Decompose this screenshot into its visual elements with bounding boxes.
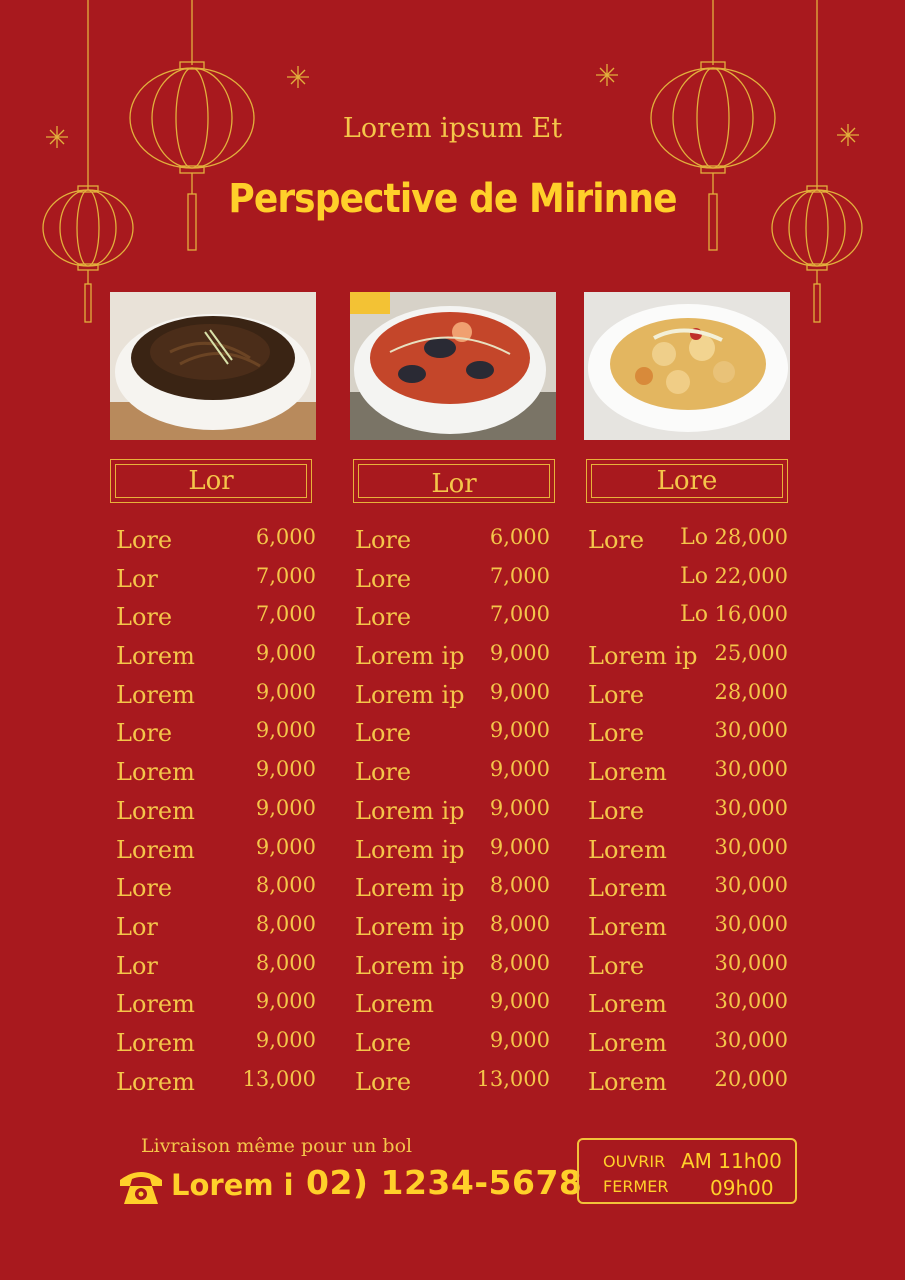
menu-item-row: [355, 599, 550, 638]
phone-number[interactable]: 02) 1234-5678: [306, 1163, 583, 1202]
menu-item-row: [355, 561, 550, 600]
menu-item-name: Lore: [588, 951, 645, 980]
lantern-decoration: [0, 0, 905, 330]
menu-item-name: Lore: [116, 874, 173, 903]
menu-item-row: [588, 522, 788, 561]
menu-item-name: Lore: [355, 719, 412, 748]
menu-item-name: Lore: [588, 680, 645, 709]
menu-item-row: [355, 715, 550, 754]
menu-item-row: [355, 986, 550, 1025]
menu-item-row: [355, 638, 550, 677]
menu-item-row: [588, 1064, 788, 1103]
menu-item-row: [588, 561, 788, 600]
lantern-icon: [43, 0, 133, 322]
category-header-3: [586, 459, 788, 503]
menu-item-row: [588, 638, 788, 677]
menu-item-price: 7,000: [255, 602, 316, 627]
menu-item-price: 9,000: [255, 757, 316, 782]
telephone-icon: [118, 1166, 164, 1206]
menu-item-price: 20,000: [714, 1066, 788, 1091]
menu-item-price: 7,000: [489, 563, 550, 588]
menu-item-row: [355, 522, 550, 561]
dish-photo-noodles: [110, 292, 316, 440]
menu-item-name: Lore: [355, 526, 412, 554]
delivery-note: Livraison même pour un bol: [141, 1135, 413, 1157]
category-label: Lor: [188, 466, 234, 496]
menu-item-name: Lorem: [588, 835, 667, 864]
menu-item-price: 9,000: [255, 834, 316, 859]
menu-item-note: Lo: [680, 602, 708, 628]
menu-item-name: Lorem ip: [588, 642, 698, 671]
menu-item-row: [116, 677, 316, 716]
menu-item-name: Lorem: [588, 758, 667, 787]
menu-item-row: [116, 948, 316, 987]
menu-item-name: Lorem: [588, 1028, 667, 1057]
menu-item-price: 9,000: [255, 795, 316, 820]
menu-item-name: Lorem ip: [355, 835, 465, 864]
menu-item-row: [116, 832, 316, 871]
menu-item-row: [116, 1064, 316, 1103]
menu-item-price: 9,000: [255, 641, 316, 666]
menu-item-name: Lore: [355, 1067, 412, 1096]
category-label: Lore: [656, 466, 718, 496]
menu-item-price: 28,000: [714, 679, 788, 704]
menu-item-price: 30,000: [714, 757, 788, 782]
menu-item-row: [588, 793, 788, 832]
menu-item-row: [116, 561, 316, 600]
menu-item-row: [588, 599, 788, 638]
menu-item-price: 9,000: [489, 679, 550, 704]
open-label: OUVRIR: [603, 1152, 666, 1171]
menu-item-price: 30,000: [714, 834, 788, 859]
menu-title: Perspective de Mirinne: [228, 176, 677, 222]
menu-item-row: [355, 1025, 550, 1064]
menu-item-row: [116, 522, 316, 561]
menu-item-price: 9,000: [255, 989, 316, 1014]
menu-item-row: [588, 754, 788, 793]
menu-item-row: [355, 909, 550, 948]
menu-item-price: 13,000: [476, 1066, 550, 1091]
menu-item-name: Lorem: [588, 912, 667, 941]
menu-item-row: [116, 1025, 316, 1064]
menu-item-row: [116, 909, 316, 948]
menu-item-row: [355, 677, 550, 716]
menu-item-name: Lorem: [355, 990, 434, 1019]
menu-item-price: 8,000: [489, 911, 550, 936]
category-label: Lor: [431, 469, 477, 499]
menu-item-row: [116, 715, 316, 754]
menu-item-name: Lorem: [116, 642, 195, 671]
menu-item-name: Lorem: [116, 680, 195, 709]
menu-item-name: Lorem ip: [355, 680, 465, 709]
menu-item-row: [116, 754, 316, 793]
menu-item-price: 8,000: [489, 873, 550, 898]
menu-item-row: [588, 1025, 788, 1064]
menu-item-price: 30,000: [714, 911, 788, 936]
menu-item-price: 30,000: [714, 950, 788, 975]
menu-item-name: Lorem: [116, 1028, 195, 1057]
menu-item-price: 6,000: [255, 525, 316, 549]
menu-item-name: Lorem ip: [355, 912, 465, 941]
menu-item-price: 25,000: [714, 641, 788, 666]
menu-item-price: 22,000: [714, 563, 788, 588]
menu-item-price: 9,000: [489, 1027, 550, 1052]
menu-item-name: Lorem: [116, 990, 195, 1019]
menu-item-row: [588, 986, 788, 1025]
menu-item-name: Lore: [116, 603, 173, 632]
menu-item-name: Lore: [116, 719, 173, 748]
menu-item-row: [116, 870, 316, 909]
menu-item-name: Lorem ip: [355, 796, 465, 825]
menu-item-name: Lorem ip: [355, 951, 465, 980]
menu-item-price: 7,000: [255, 563, 316, 588]
menu-item-name: Lorem: [588, 990, 667, 1019]
menu-item-row: [355, 948, 550, 987]
menu-item-price: 28,000: [714, 525, 788, 549]
menu-item-price: 30,000: [714, 873, 788, 898]
menu-item-price: 9,000: [489, 641, 550, 666]
open-time: AM 11h00: [681, 1149, 782, 1173]
menu-item-name: Lore: [355, 1028, 412, 1057]
menu-item-row: [355, 754, 550, 793]
menu-item-row: [116, 638, 316, 677]
category-header-2: [353, 459, 555, 503]
menu-item-name: Lorem: [116, 758, 195, 787]
menu-item-row: [116, 793, 316, 832]
menu-column-1: [116, 522, 316, 1102]
menu-item-price: 9,000: [489, 834, 550, 859]
menu-item-price: 9,000: [255, 1027, 316, 1052]
menu-item-price: 16,000: [714, 602, 788, 627]
menu-item-price: 30,000: [714, 989, 788, 1014]
menu-column-3: [588, 522, 788, 1102]
menu-item-name: Lore: [588, 796, 645, 825]
menu-item-row: [355, 793, 550, 832]
menu-item-row: [116, 599, 316, 638]
menu-item-name: Lorem ip: [355, 642, 465, 671]
menu-item-name: Lorem: [116, 835, 195, 864]
phone-label: Lorem i: [171, 1168, 294, 1202]
menu-item-row: [116, 986, 316, 1025]
menu-item-price: 9,000: [255, 718, 316, 743]
dish-photo-seafood-soup: [350, 292, 556, 440]
menu-item-name: Lorem ip: [355, 874, 465, 903]
menu-item-note: Lo: [680, 525, 708, 550]
menu-item-name: Lorem: [116, 796, 195, 825]
dish-photo-sweet-sour: [584, 292, 790, 440]
menu-item-row: [588, 832, 788, 871]
menu-item-name: Lorem: [116, 1067, 195, 1096]
close-label: FERMER: [603, 1177, 669, 1196]
menu-item-price: 8,000: [489, 950, 550, 975]
menu-item-price: 9,000: [489, 989, 550, 1014]
menu-column-2: [355, 522, 550, 1102]
menu-item-price: 9,000: [489, 757, 550, 782]
menu-item-row: [588, 948, 788, 987]
menu-item-name: Lor: [116, 564, 158, 593]
menu-item-name: Lore: [355, 603, 412, 632]
menu-item-price: 30,000: [714, 1027, 788, 1052]
menu-item-row: [355, 1064, 550, 1103]
menu-item-price: 9,000: [255, 679, 316, 704]
menu-item-price: 9,000: [489, 795, 550, 820]
menu-item-name: Lorem: [588, 874, 667, 903]
menu-item-price: 8,000: [255, 911, 316, 936]
menu-item-note: Lo: [680, 563, 708, 589]
menu-subtitle: Lorem ipsum Et: [342, 113, 563, 144]
opening-hours-box: [577, 1138, 797, 1204]
lantern-icon: [772, 0, 862, 322]
menu-item-row: [588, 909, 788, 948]
category-header-1: [110, 459, 312, 503]
sparkle-icon: [287, 66, 309, 88]
menu-item-price: 9,000: [489, 718, 550, 743]
menu-item-price: 6,000: [489, 525, 550, 549]
menu-item-name: Lore: [355, 758, 412, 787]
menu-item-price: 30,000: [714, 795, 788, 820]
menu-item-name: Lor: [116, 912, 158, 941]
menu-item-row: [355, 832, 550, 871]
menu-item-row: [588, 715, 788, 754]
menu-item-price: 8,000: [255, 950, 316, 975]
menu-item-name: Lore: [588, 719, 645, 748]
menu-item-price: 7,000: [489, 602, 550, 627]
menu-item-price: 13,000: [242, 1066, 316, 1091]
menu-item-price: 30,000: [714, 718, 788, 743]
menu-item-name: Lore: [116, 526, 173, 554]
menu-item-row: [355, 870, 550, 909]
menu-item-name: Lore: [355, 564, 412, 593]
menu-item-name: Lor: [116, 951, 158, 980]
sparkle-icon: [596, 64, 618, 86]
close-time: 09h00: [710, 1176, 774, 1200]
menu-item-row: [588, 870, 788, 909]
menu-item-price: 8,000: [255, 873, 316, 898]
menu-item-name: Lore: [588, 526, 645, 554]
menu-item-name: Lorem: [588, 1067, 667, 1096]
menu-item-row: [588, 677, 788, 716]
